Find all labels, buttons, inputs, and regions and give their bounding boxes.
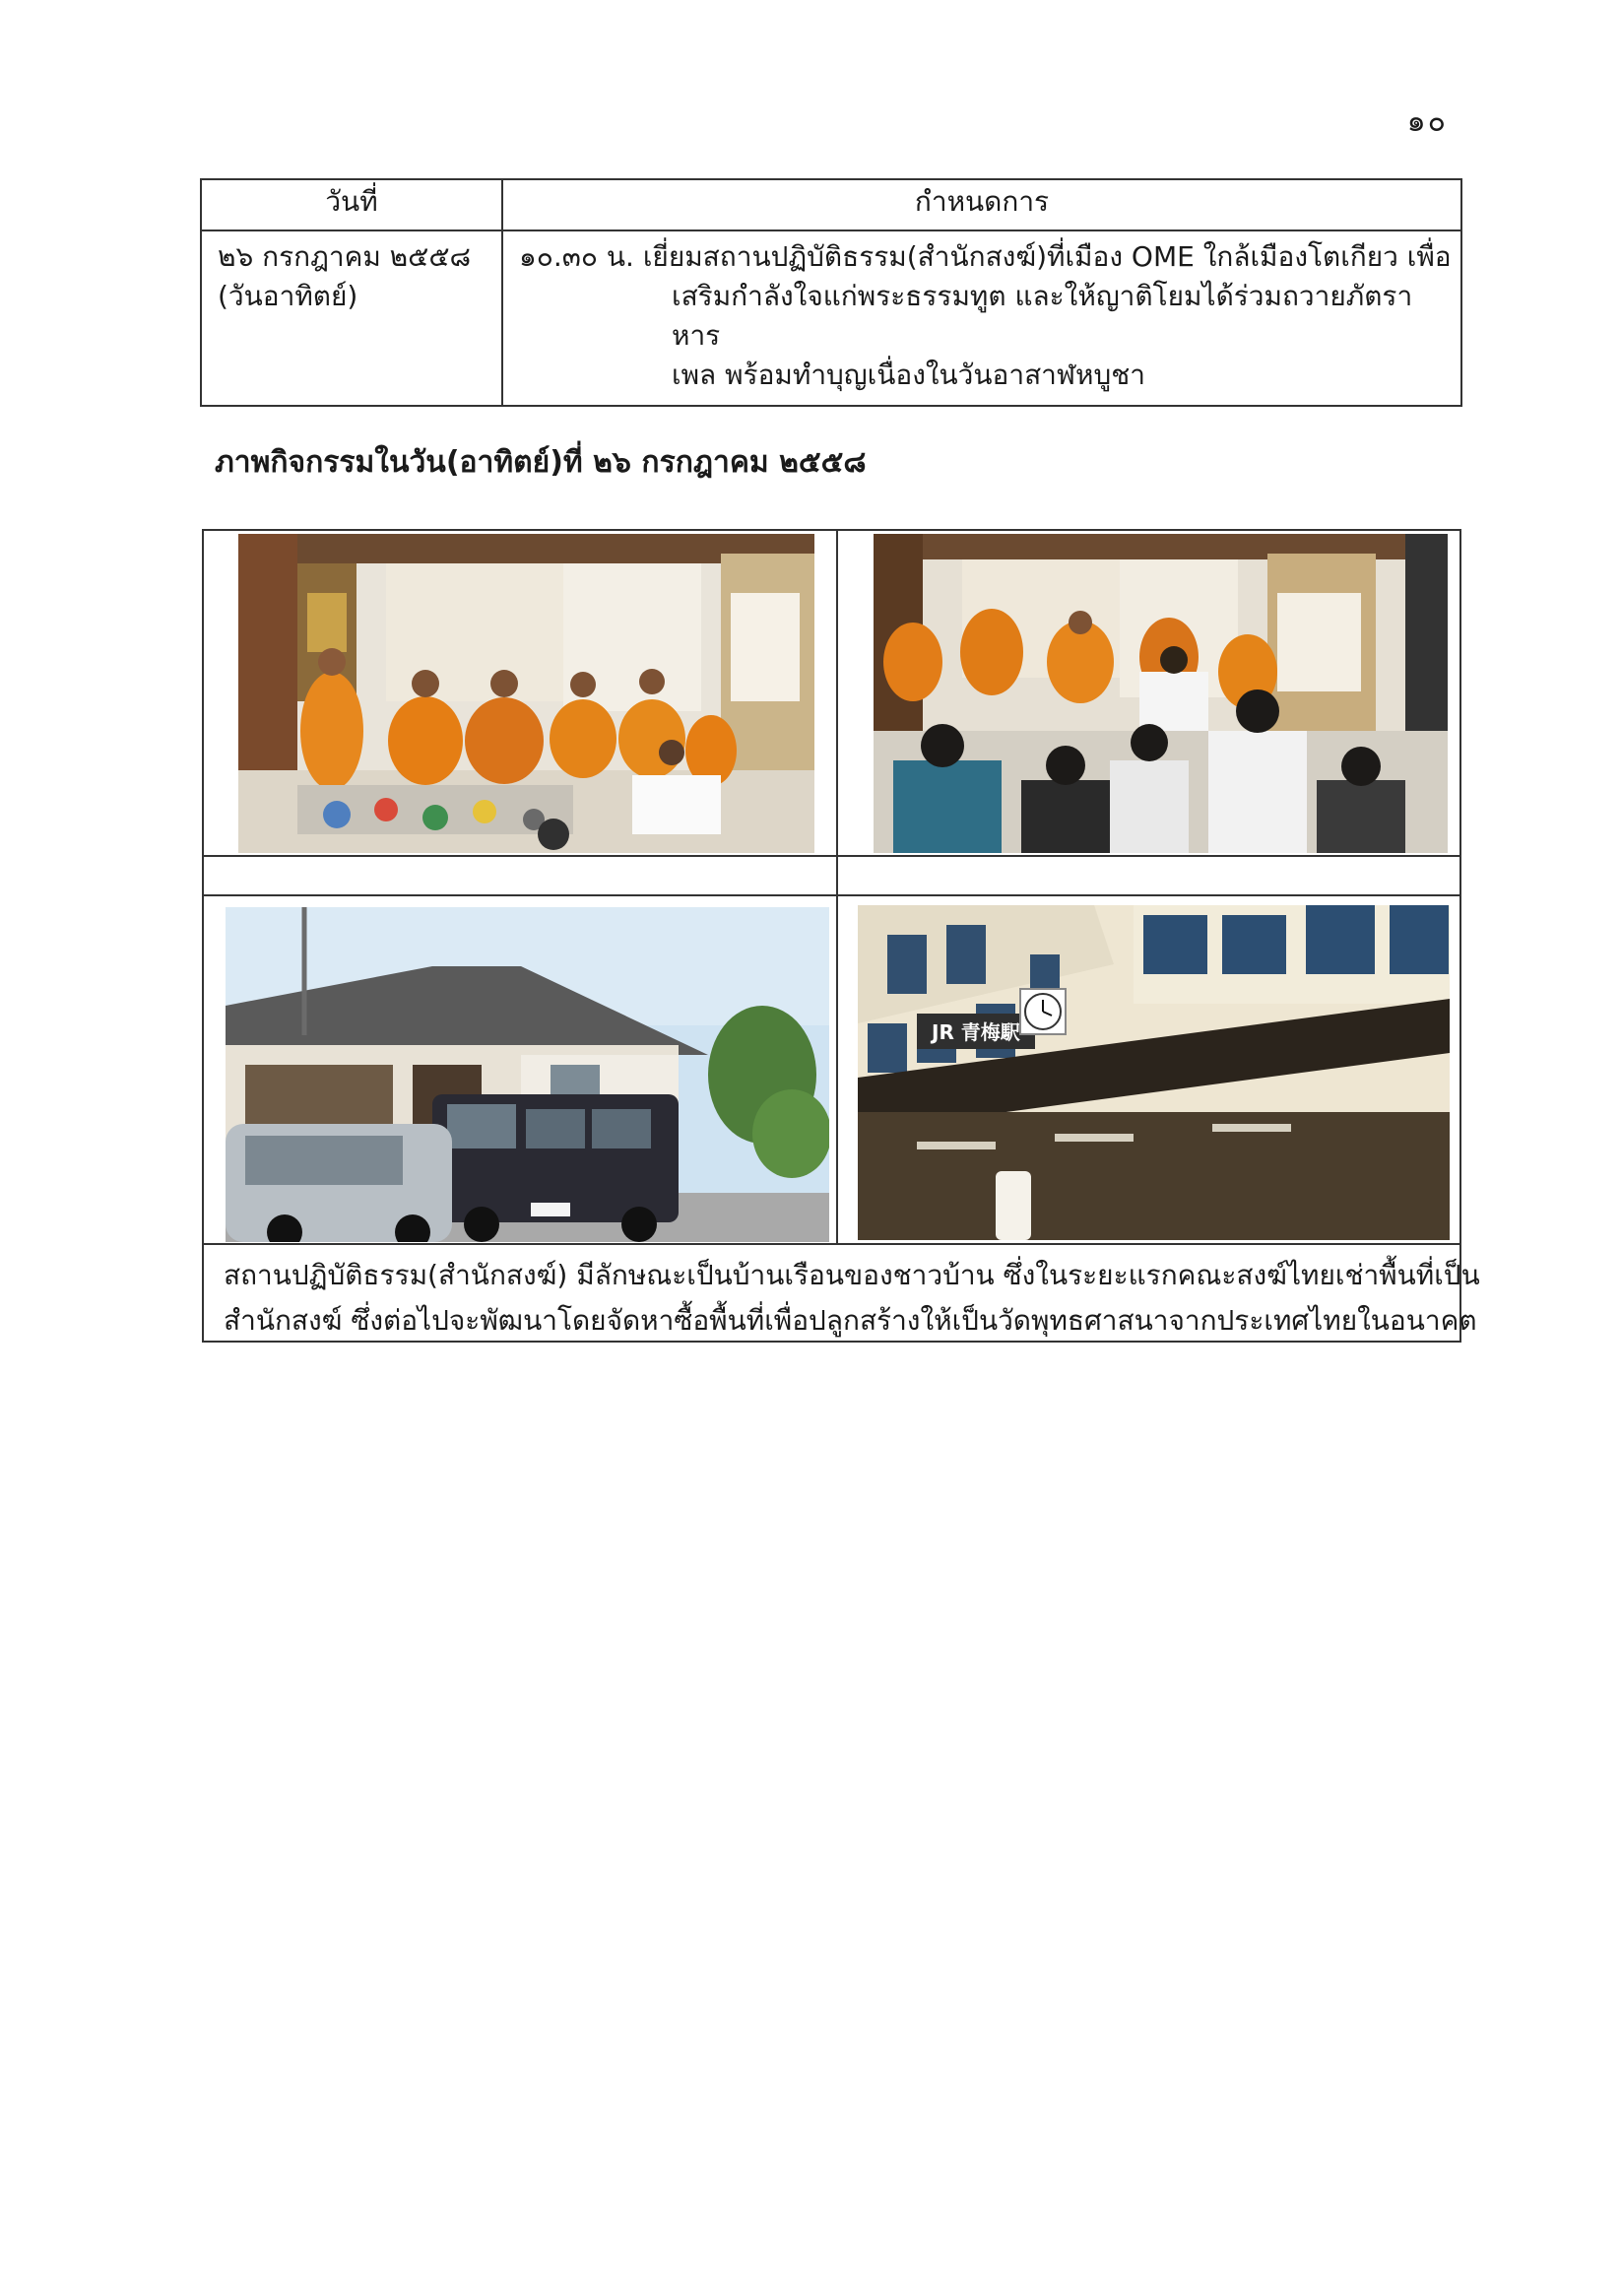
page-number: ๑๐ bbox=[1406, 104, 1448, 139]
photo-house-exterior bbox=[226, 907, 829, 1242]
date-line: ๒๖ กรกฎาคม ๒๕๕๘ bbox=[218, 240, 472, 273]
grid-divider bbox=[836, 531, 838, 1245]
schedule-table bbox=[200, 178, 1462, 407]
agenda-line: ๑๐.๓๐ น. เยี่ยมสถานปฏิบัติธรรม(สำนักสงฆ์)ที่เมือง OME ใกล้เมืองโตเกียว เพื่อ bbox=[519, 240, 1452, 273]
caption-line: สำนักสงฆ์ ซึ่งต่อไปจะพัฒนาโดยจัดหาซื้อพื้นที่เพื่อปลูกสร้างให้เป็นวัดพุทธศาสนาจากประเทศไทยในอนาคต bbox=[224, 1304, 1477, 1337]
date-cell bbox=[201, 230, 502, 406]
header-agenda: กำหนดการ bbox=[502, 179, 1461, 230]
agenda-cell bbox=[502, 230, 1461, 406]
station-sign-text: JR 青梅駅 bbox=[932, 1020, 1020, 1044]
photo-caption bbox=[204, 1245, 1480, 1344]
header-date: วันที่ bbox=[201, 179, 502, 230]
agenda-line: เพล พร้อมทำบุญเนื่องในวันอาสาฬหบูชา bbox=[672, 359, 1145, 391]
caption-line: สถานปฏิบัติธรรม(สำนักสงฆ์) มีลักษณะเป็นบ้านเรือนของชาวบ้าน ซึ่งในระยะแรกคณะสงฆ์ไทยเช่าพื้นที่เป็น bbox=[224, 1259, 1480, 1291]
schedule-row bbox=[201, 230, 1461, 406]
grid-divider bbox=[204, 894, 1459, 896]
photo-food-offering bbox=[874, 534, 1448, 853]
photo-station-building bbox=[858, 905, 1450, 1240]
schedule-header-row bbox=[201, 179, 1461, 230]
photo-monks-meal bbox=[238, 534, 814, 853]
agenda-line: เสริมกำลังใจแก่พระธรรมทูต และให้ญาติโยมได้ร่วมถวายภัตราหาร bbox=[672, 280, 1413, 352]
weekday-line: (วันอาทิตย์) bbox=[218, 280, 358, 312]
photo-grid bbox=[202, 529, 1480, 1343]
grid-divider bbox=[204, 855, 1459, 857]
section-heading: ภาพกิจกรรมในวัน(อาทิตย์)ที่ ๒๖ กรกฎาคม ๒๕๕๘ bbox=[215, 445, 867, 480]
